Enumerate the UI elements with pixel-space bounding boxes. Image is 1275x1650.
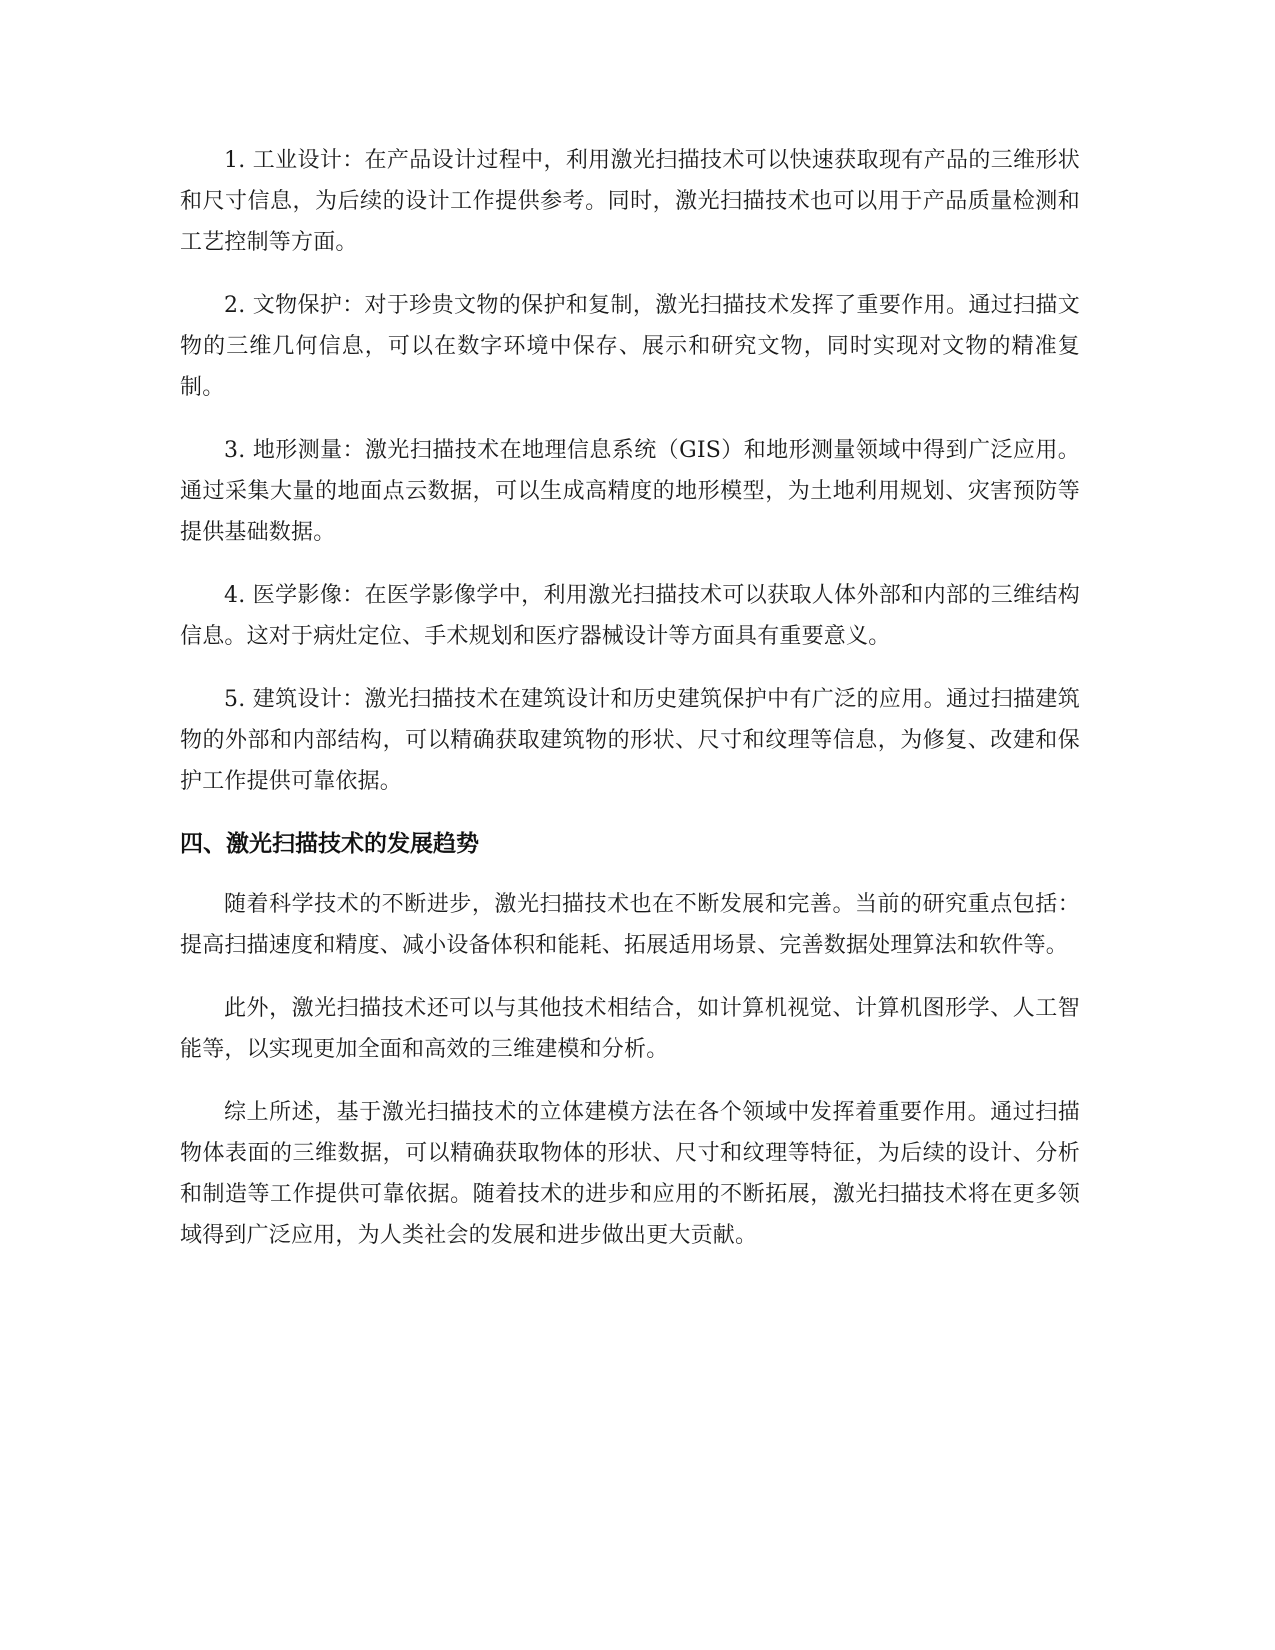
list-item-heritage-protection: 2. 文物保护：对于珍贵文物的保护和复制，激光扫描技术发挥了重要作用。通过扫描文物的三维几何信息，可以在数字环境中保存、展示和研究文物，同时实现对文物的精准复制。 [180, 293, 1080, 400]
paragraph-conclusion: 综上所述，基于激光扫描技术的立体建模方法在各个领域中发挥着重要作用。通过扫描物体表面的三维数据，可以精确获取物体的形状、尺寸和纹理等特征，为后续的设计、分析和制造等工作提供可靠依据。随着技术的进步和应用的不断拓展，激光扫描技术将在更多领域得到广泛应用，为人类社会的发展和进步做出更大贡献。 [180, 1100, 1080, 1248]
list-item-medical-imaging: 4. 医学影像：在医学影像学中，利用激光扫描技术可以获取人体外部和内部的三维结构信息。这对于病灶定位、手术规划和医疗器械设计等方面具有重要意义。 [180, 583, 1080, 649]
list-item-terrain-survey: 3. 地形测量：激光扫描技术在地理信息系统（GIS）和地形测量领域中得到广泛应用。通过采集大量的地面点云数据，可以生成高精度的地形模型，为土地利用规划、灾害预防等提供基础数据。 [180, 438, 1080, 545]
paragraph-technology-integration: 此外，激光扫描技术还可以与其他技术相结合，如计算机视觉、计算机图形学、人工智能等，以实现更加全面和高效的三维建模和分析。 [180, 996, 1080, 1062]
document-page [180, 140, 1080, 1278]
paragraph-development-focus: 随着科学技术的不断进步，激光扫描技术也在不断发展和完善。当前的研究重点包括：提高扫描速度和精度、减小设备体积和能耗、拓展适用场景、完善数据处理算法和软件等。 [180, 892, 1080, 958]
list-item-industrial-design: 1. 工业设计：在产品设计过程中，利用激光扫描技术可以快速获取现有产品的三维形状和尺寸信息，为后续的设计工作提供参考。同时，激光扫描技术也可以用于产品质量检测和工艺控制等方面。 [180, 148, 1080, 255]
list-item-architecture-design: 5. 建筑设计：激光扫描技术在建筑设计和历史建筑保护中有广泛的应用。通过扫描建筑物的外部和内部结构，可以精确获取建筑物的形状、尺寸和纹理等信息，为修复、改建和保护工作提供可靠依据。 [180, 687, 1080, 794]
section-heading: 四、激光扫描技术的发展趋势 [180, 831, 479, 857]
